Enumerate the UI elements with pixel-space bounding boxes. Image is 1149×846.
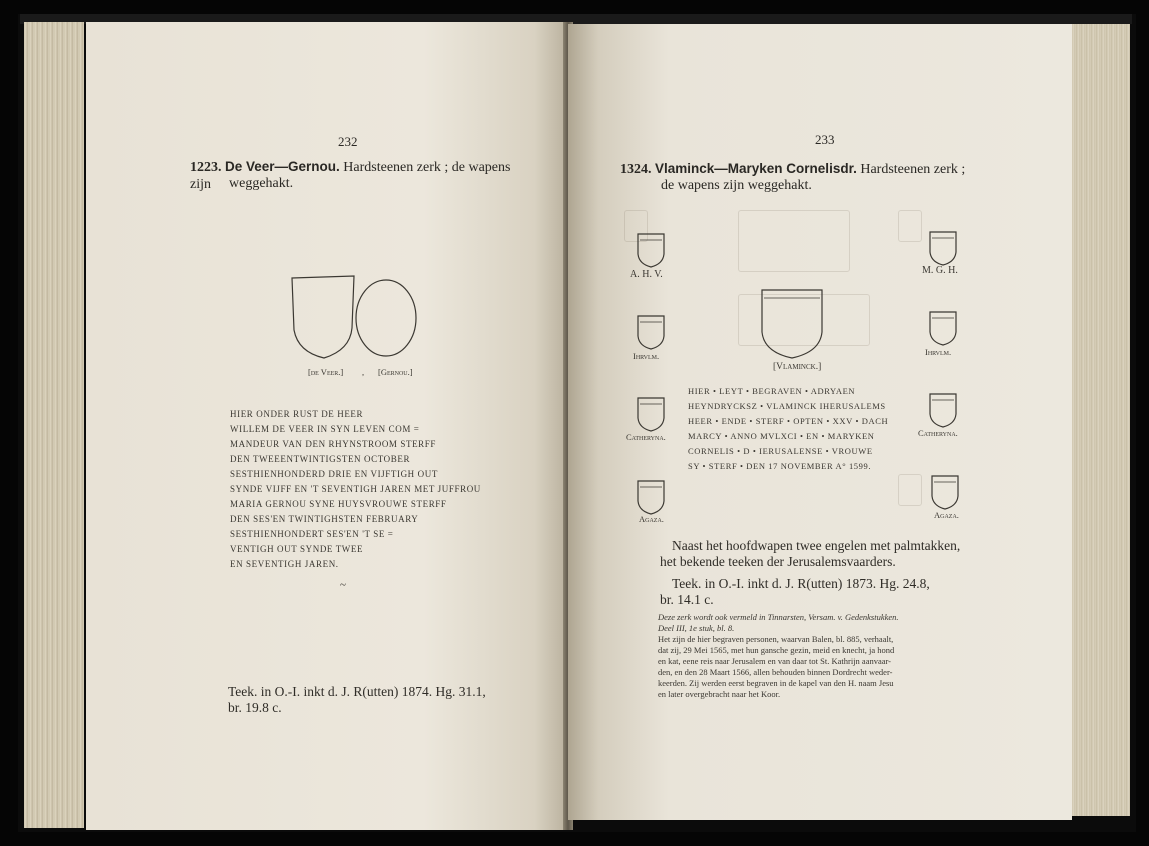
note-line: Het zijn de hier begraven personen, waarvan Balen, bl. 885, verhaalt, <box>658 634 894 644</box>
inscription-line: DEN TWEEENTWINTIGSTEN OCTOBER <box>230 454 411 464</box>
shield-label-right-4: Agaza. <box>934 510 959 520</box>
inscription-line: SESTHIENHONDERD DRIE EN VIJFTIGH OUT <box>230 469 438 479</box>
note-line: en kat, eene reis naar Jerusalem en van daar tot St. Kathrijn aanvaar- <box>658 656 892 666</box>
shield-label-right-1: M. G. H. <box>922 265 958 276</box>
label-de-veer: [de Veer.] <box>308 367 344 377</box>
right-paragraph-1: Naast het hoofdwapen twee engelen met palmtakken, <box>672 538 961 553</box>
note-line: keerden. Zij werden eerst begraven in de kapel van den H. naam Jesu <box>658 678 894 688</box>
shield-left-4-icon <box>636 479 666 515</box>
center-label-vlaminck: [Vlaminck.] <box>773 362 822 372</box>
shield-right-2-icon <box>928 310 958 346</box>
shield-right-1-icon <box>928 230 958 266</box>
left-shields-drawing <box>286 272 446 362</box>
ghost-shield <box>898 210 922 242</box>
note-line: den, en den 28 Maart 1566, allen behouden binnen Dordrecht weder- <box>658 667 893 677</box>
ghost-shield <box>738 210 850 272</box>
left-entry-text-1: Hardsteenen zerk ; de wapens zijn <box>190 160 511 192</box>
inscription-line: SYNDE VIJFF EN 'T SEVENTIGH JAREN MET JUFFROU <box>230 484 481 494</box>
shield-right-4-icon <box>930 474 960 510</box>
inscription-line: MANDEUR VAN DEN RHYNSTROOM STERFF <box>230 439 436 449</box>
left-drawing-line-1: Teek. in O.-I. inkt d. J. R(utten) 1874. Hg. 31.1, <box>228 684 486 699</box>
inscription-line: WILLEM DE VEER IN SYN LEVEN COM = <box>230 424 420 434</box>
shield-left-3-icon <box>636 396 666 432</box>
vlaminck-shield-icon <box>760 288 824 360</box>
label-gernou: [Gernou.] <box>378 367 413 377</box>
right-entry-text-1: Hardsteenen zerk ; <box>860 162 966 177</box>
ghost-shield <box>898 474 922 506</box>
note-line: en later overgebracht naar het Koor. <box>658 689 781 699</box>
left-page <box>86 22 568 830</box>
page-edges-left <box>24 22 84 828</box>
note-line: Deel III, 1e stuk, bl. 8. <box>658 623 735 633</box>
inscription-line: SY • STERF • DEN 17 NOVEMBER A° 1599. <box>688 461 872 471</box>
right-entry-header <box>620 160 1040 178</box>
inscription-line: HIER ONDER RUST DE HEER <box>230 409 364 419</box>
left-entry-heading: De Veer—Gernou. <box>225 159 340 174</box>
inscription-line: HEER • ENDE • STERF • OPTEN • XXV • DACH <box>688 416 889 426</box>
note-line: Deze zerk wordt ook vermeld in Tinnarsten, Versam. v. Gedenkstukken. <box>658 612 899 622</box>
shield-label-right-2: Ihrvlm. <box>925 347 952 357</box>
right-notes <box>658 612 1058 700</box>
inscription-line: MARCY • ANNO MVLXCI • EN • MARYKEN <box>688 431 875 441</box>
shield-left-1-icon <box>636 232 666 268</box>
inscription-line: HIER • LEYT • BEGRAVEN • ADRYAEN <box>688 386 856 396</box>
inscription-line: DEN SES'EN TWINTIGHSTEN FEBRUARY <box>230 514 419 524</box>
label-separator: , <box>362 367 365 377</box>
left-drawing-line-2: br. 19.8 c. <box>228 700 282 715</box>
left-entry-number: 1223. <box>190 160 222 175</box>
left-entry-text-2: weggehakt. <box>229 176 294 191</box>
right-inscription <box>688 384 928 474</box>
right-page <box>568 24 1072 820</box>
inscription-line: MARIA GERNOU SYNE HUYSVROUWE STERFF <box>230 499 447 509</box>
right-paragraph-2: het bekende teeken der Jerusalemsvaarders. <box>660 554 896 569</box>
right-entry-heading: Vlaminck—Maryken Cornelisdr. <box>655 161 857 176</box>
shield-label-left-3: Catheryna. <box>626 432 666 442</box>
inscription-line: SESTHIENHONDERT SES'EN 'T SE = <box>230 529 394 539</box>
shield-right-3-icon <box>928 392 958 428</box>
ornament: ~ <box>340 579 347 591</box>
right-drawing-line-2: br. 14.1 c. <box>660 592 714 607</box>
de-veer-shield-icon <box>292 276 354 358</box>
left-page-number: 232 <box>338 134 358 149</box>
inscription-line: VENTIGH OUT SYNDE TWEE <box>230 544 364 554</box>
left-inscription <box>230 407 560 572</box>
shield-label-right-3: Catheryna. <box>918 428 958 438</box>
inscription-line: HEYNDRYCKSZ • VLAMINCK IHERUSALEMS <box>688 401 886 411</box>
shield-label-left-2: Ihrvlm. <box>633 351 660 361</box>
right-entry-text-2: de wapens zijn weggehakt. <box>661 178 812 193</box>
right-drawing-line-1: Teek. in O.-I. inkt d. J. R(utten) 1873. Hg. 24.8, <box>672 576 930 591</box>
shield-left-2-icon <box>636 314 666 350</box>
gernou-oval-icon <box>356 280 416 356</box>
shield-label-left-1: A. H. V. <box>630 269 663 280</box>
right-page-number: 233 <box>815 132 835 147</box>
shield-label-left-4: Agaza. <box>639 514 664 524</box>
note-line: dat zij, 29 Mei 1565, met hun gansche gezin, meid en knecht, ja hond <box>658 645 895 655</box>
page-edges-right <box>1070 24 1130 816</box>
right-entry-number: 1324. <box>620 162 652 177</box>
inscription-line: EN SEVENTIGH JAREN. <box>230 559 339 569</box>
inscription-line: CORNELIS • D • IERUSALENSE • VROUWE <box>688 446 873 456</box>
